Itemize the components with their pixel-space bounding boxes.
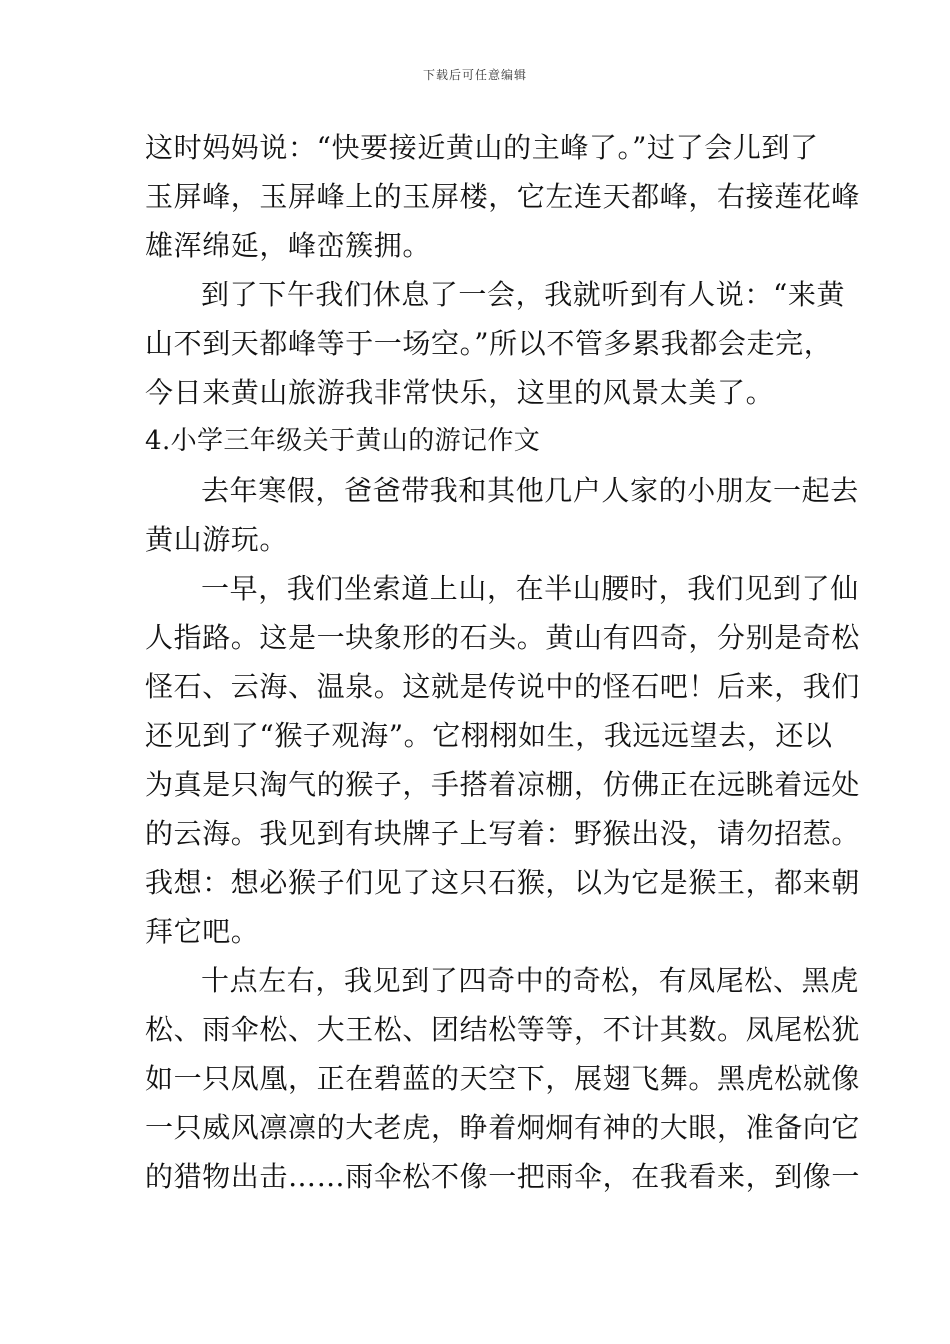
paragraph-first-line: 到了下午我们休息了一会，我就听到有人说：“来黄 [201, 278, 846, 311]
text-line: 雄浑绵延，峰峦簇拥。 [145, 229, 432, 262]
text-line: 的猎物出击……雨伞松不像一把雨伞，在我看来，到像一 [145, 1160, 861, 1193]
paragraph-first-line: 一早，我们坐索道上山，在半山腰时，我们见到了仙 [201, 572, 859, 605]
text-line: 如一只凤凰，正在碧蓝的天空下，展翅飞舞。黑虎松就像 [145, 1062, 861, 1095]
page-header-note: 下载后可任意编辑 [422, 68, 527, 82]
section-heading: 4.小学三年级关于黄山的游记作文 [145, 426, 541, 456]
paragraph-first-line: 十点左右，我见到了四奇中的奇松，有凤尾松、黑虎 [201, 964, 859, 997]
text-line: 玉屏峰，玉屏峰上的玉屏楼，它左连天都峰，右接莲花峰 [145, 180, 861, 213]
text-line: 这时妈妈说：“快要接近黄山的主峰了。”过了会儿到了 [145, 131, 819, 164]
text-line: 拜它吧。 [145, 915, 260, 948]
text-line: 山不到天都峰等于一场空。”所以不管多累我都会走完， [145, 327, 833, 360]
text-line: 还见到了“猴子观海”。它栩栩如生，我远远望去，还以 [145, 719, 833, 752]
text-line: 怪石、云海、温泉。这就是传说中的怪石吧！后来，我们 [145, 670, 861, 703]
text-line: 为真是只淘气的猴子，手搭着凉棚，仿佛正在远眺着远处 [145, 768, 861, 801]
paragraph-first-line: 去年寒假，爸爸带我和其他几户人家的小朋友一起去 [201, 474, 859, 507]
document-body [145, 123, 861, 1201]
text-line: 黄山游玩。 [145, 523, 289, 556]
text-line: 一只威风凛凛的大老虎，睁着炯炯有神的大眼，准备向它 [145, 1111, 861, 1144]
text-line: 今日来黄山旅游我非常快乐，这里的风景太美了。 [145, 376, 775, 409]
text-line: 人指路。这是一块象形的石头。黄山有四奇，分别是奇松 [145, 621, 861, 654]
text-line: 松、雨伞松、大王松、团结松等等，不计其数。凤尾松犹 [145, 1013, 861, 1046]
text-line: 的云海。我见到有块牌子上写着：野猴出没，请勿招惹。 [145, 817, 861, 850]
text-line: 我想：想必猴子们见了这只石猴，以为它是猴王，都来朝 [145, 866, 861, 899]
